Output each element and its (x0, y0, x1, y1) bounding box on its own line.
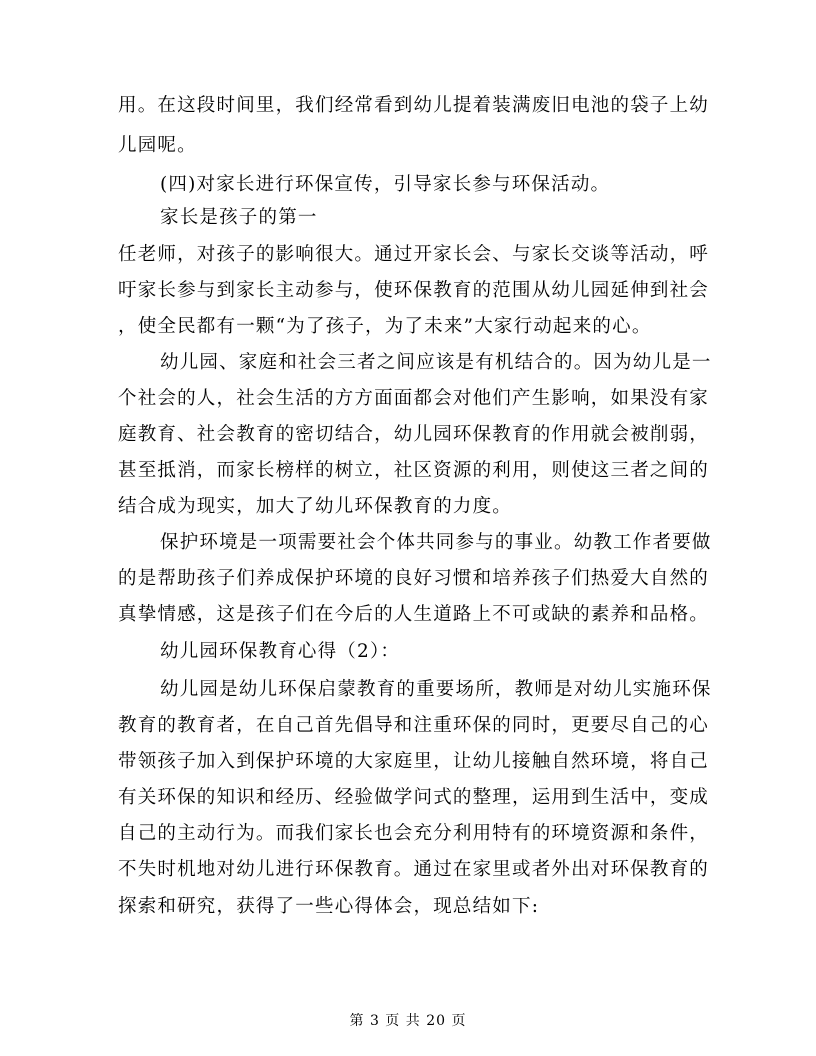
text-line: 用。在这段时间里，我们经常看到幼儿提着装满废旧电池的袋子上幼 (118, 95, 710, 116)
text-line: ，使全民都有一颗“为了孩子，为了未来”大家行动起来的心。 (118, 316, 652, 337)
text-line: 带领孩子加入到保护环境的大家庭里，让幼儿接触自然环境，将自己 (118, 751, 710, 772)
text-line: 个社会的人，社会生活的方方面面都会对他们产生影响，如果没有家 (118, 388, 710, 409)
text-line: 家长是孩子的第一 (160, 207, 318, 228)
text-line: 教育的教育者，在自己首先倡导和注重环保的同时，更要尽自己的心 (118, 715, 710, 736)
text-line: 儿园呢。 (118, 135, 197, 156)
text-line: 任老师，对孩子的影响很大。通过开家长会、与家长交谈等活动，呼 (118, 244, 710, 265)
text-line: 吁家长参与到家长主动参与，使环保教育的范围从幼儿园延伸到社会 (118, 280, 710, 301)
text-line: 庭教育、社会教育的密切结合，幼儿园环保教育的作用就会被削弱， (118, 424, 710, 445)
page-number-footer: 第 3 页 共 20 页 (349, 1013, 467, 1029)
text-line: 幼儿园、家庭和社会三者之间应该是有机结合的。因为幼儿是一 (160, 352, 712, 373)
section-heading: (四)对家长进行环保宣传，引导家长参与环保活动。 (160, 174, 611, 195)
text-line: 真挚情感，这是孩子们在今后的人生道路上不可或缺的素养和品格。 (118, 604, 710, 625)
section-heading: 幼儿园环保教育心得（2）： (160, 641, 401, 662)
text-line: 幼儿园是幼儿环保启蒙教育的重要场所，教师是对幼儿实施环保 (160, 679, 712, 700)
text-line: 甚至抵消，而家长榜样的树立，社区资源的利用，则使这三者之间的 (118, 460, 710, 481)
text-line: 有关环保的知识和经历、经验做学问式的整理，运用到生活中，变成 (118, 787, 710, 808)
text-line: 结合成为现实，加大了幼儿环保教育的力度。 (118, 496, 513, 517)
text-line: 的是帮助孩子们养成保护环境的良好习惯和培养孩子们热爱大自然的 (118, 568, 710, 589)
text-line: 保护环境是一项需要社会个体共同参与的事业。幼教工作者要做 (160, 532, 712, 553)
text-line: 不失时机地对幼儿进行环保教育。通过在家里或者外出对环保教育的 (118, 859, 710, 880)
text-line: 自己的主动行为。而我们家长也会充分利用特有的环境资源和条件， (118, 823, 710, 844)
text-line: 探索和研究，获得了一些心得体会，现总结如下: (118, 896, 540, 917)
